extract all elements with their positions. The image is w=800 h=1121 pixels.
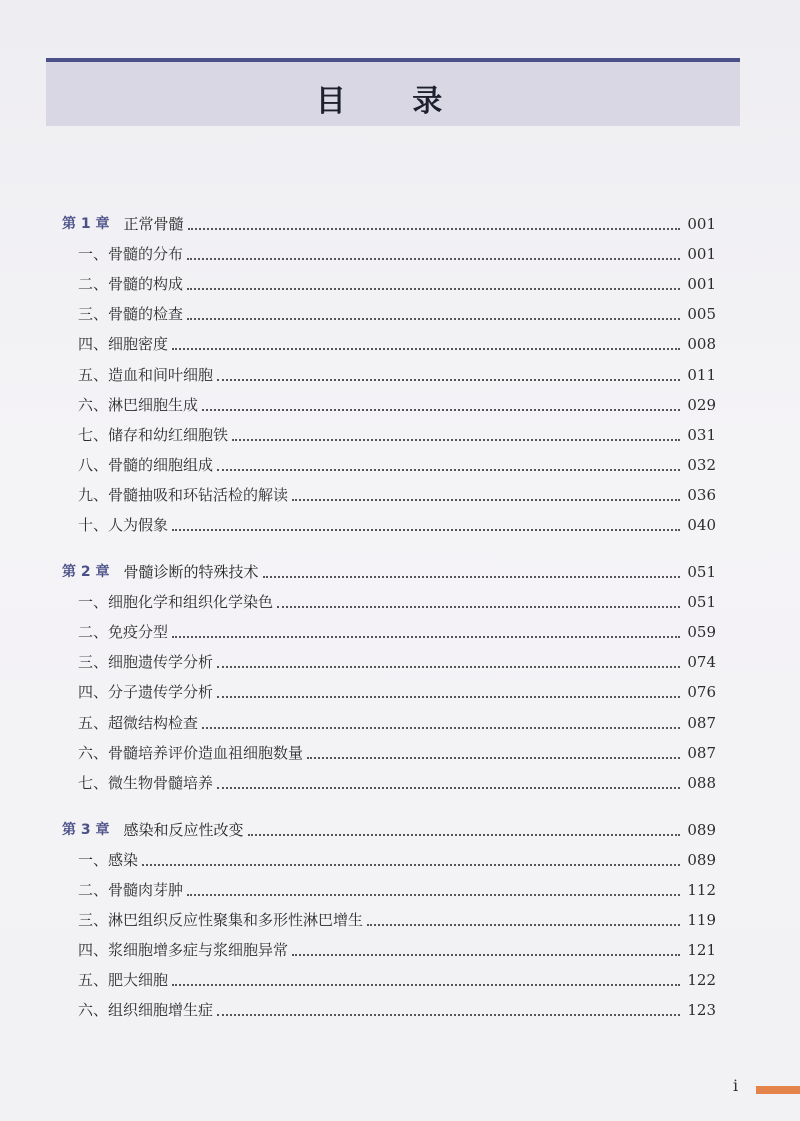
page-number: 122 [687, 971, 716, 990]
chapter-number: 第 1 章 [62, 216, 110, 232]
section-title: 六、骨髓培养评价造血祖细胞数量 [78, 743, 304, 762]
section-title: 三、细胞遗传学分析 [78, 653, 214, 672]
dot-leader [217, 379, 680, 381]
section-title: 一、感染 [78, 850, 139, 869]
dot-leader [217, 787, 680, 789]
toc-entry-label [78, 304, 183, 324]
toc-chapter-row[interactable] [62, 554, 716, 582]
toc-section-row[interactable] [62, 477, 716, 505]
dot-leader [277, 606, 680, 608]
section-title: 六、组织细胞增生症 [78, 1001, 214, 1020]
toc-section-row[interactable] [62, 326, 716, 354]
dot-leader [172, 984, 680, 986]
toc-section-row[interactable] [62, 507, 716, 535]
toc-section-row[interactable] [62, 962, 716, 990]
toc-entry-label [78, 425, 228, 445]
dot-leader [187, 288, 680, 290]
page-number: 029 [687, 395, 716, 414]
page-number: 011 [687, 365, 716, 384]
toc-entry-label [62, 214, 184, 234]
chapter-title: 骨髓诊断的特殊技术 [123, 563, 259, 581]
dot-leader [188, 228, 680, 230]
toc-section-row[interactable] [62, 735, 716, 763]
toc-chapter-row[interactable] [62, 812, 716, 840]
toc-entry-label [78, 485, 288, 505]
dot-leader [217, 696, 680, 698]
toc-entry-label [78, 773, 213, 793]
toc-entry-label [78, 910, 363, 930]
toc-section-row[interactable] [62, 614, 716, 642]
chapter-number: 第 2 章 [62, 564, 110, 580]
toc-entry-label [78, 592, 273, 612]
section-title: 六、淋巴细胞生成 [78, 395, 199, 414]
section-title: 二、免疫分型 [78, 623, 169, 642]
dot-leader [187, 258, 680, 260]
toc-entry-label [62, 820, 244, 840]
dot-leader [367, 924, 680, 926]
toc-section-row[interactable] [62, 705, 716, 733]
dot-leader [292, 499, 680, 501]
toc-section-row[interactable] [62, 842, 716, 870]
section-title: 一、骨髓的分布 [78, 245, 184, 264]
toc-section-row[interactable] [62, 674, 716, 702]
dot-leader [187, 894, 680, 896]
dot-leader [142, 864, 680, 866]
page-number: 087 [687, 713, 716, 732]
page-number: 040 [687, 516, 716, 534]
toc-section-row[interactable] [62, 932, 716, 960]
toc-section-row[interactable] [62, 387, 716, 415]
dot-leader [232, 439, 680, 441]
dot-leader [172, 529, 680, 531]
page-number: 032 [687, 455, 716, 474]
section-title: 七、微生物骨髓培养 [78, 773, 214, 792]
dot-leader [292, 954, 680, 956]
page-number: 088 [687, 773, 716, 792]
section-title: 七、储存和幼红细胞铁 [78, 425, 229, 444]
section-title: 二、骨髓肉芽肿 [78, 880, 184, 899]
page-number: 123 [687, 1001, 716, 1020]
page-number: 031 [687, 425, 716, 444]
toc-section-row[interactable] [62, 266, 716, 294]
section-title: 一、细胞化学和组织化学染色 [78, 593, 274, 612]
toc-section-row[interactable] [62, 644, 716, 672]
page-number: 059 [687, 623, 716, 642]
page-number: 089 [687, 850, 716, 869]
toc-chapter-row[interactable] [62, 206, 716, 234]
dot-leader [217, 666, 680, 668]
section-title: 四、浆细胞增多症与浆细胞异常 [78, 941, 289, 960]
toc-entry-label [78, 365, 213, 385]
toc-entry-label [78, 713, 198, 733]
toc-entry-label [78, 970, 168, 990]
toc-entry-label [78, 940, 288, 960]
page-number: 076 [687, 683, 716, 702]
toc-section-row[interactable] [62, 296, 716, 324]
chapter-number: 第 3 章 [62, 821, 110, 838]
page-number: 089 [687, 820, 716, 839]
toc-entry-label [78, 682, 213, 702]
page-number: 121 [687, 941, 716, 960]
page-title: 目 录 [315, 84, 471, 119]
toc-entry-label [78, 244, 183, 264]
folio-accent-bar [756, 1086, 800, 1094]
page-number: 036 [687, 485, 716, 504]
dot-leader [248, 834, 680, 836]
toc-entry-label [78, 515, 168, 535]
dot-leader [307, 757, 680, 759]
toc-entry-label [62, 562, 259, 582]
toc-entry-label [78, 850, 138, 870]
toc-entry-label [78, 455, 213, 475]
dot-leader [217, 469, 680, 471]
toc-section-row[interactable] [62, 584, 716, 612]
dot-leader [217, 1014, 680, 1016]
page-number: 074 [687, 653, 716, 672]
toc-entry-label [78, 652, 213, 672]
toc-section-row[interactable] [62, 236, 716, 264]
dot-leader [172, 348, 680, 350]
page-number: 005 [687, 305, 716, 324]
section-title: 五、超微结构检查 [78, 713, 199, 732]
page-number: 112 [687, 880, 716, 899]
toc-entry-label [78, 334, 168, 354]
dot-leader [263, 576, 680, 578]
page-number: 008 [687, 335, 716, 354]
section-title: 九、骨髓抽吸和环钻活检的解读 [78, 485, 289, 504]
section-title: 四、分子遗传学分析 [78, 683, 214, 702]
section-title: 二、骨髓的构成 [78, 275, 184, 294]
page-number: 001 [687, 275, 716, 294]
page-folio: i [733, 1076, 739, 1095]
section-title: 五、造血和间叶细胞 [78, 365, 214, 384]
title-band [46, 62, 740, 126]
toc-section-row[interactable] [62, 872, 716, 900]
section-title: 十、人为假象 [78, 516, 169, 534]
toc-section-row[interactable] [62, 765, 716, 793]
toc-section-row[interactable] [62, 447, 716, 475]
dot-leader [202, 727, 680, 729]
page-number: 087 [687, 743, 716, 762]
dot-leader [172, 636, 680, 638]
toc-entry-label [78, 880, 183, 900]
toc-section-row[interactable] [62, 417, 716, 445]
toc-section-row[interactable] [62, 992, 716, 1020]
section-title: 五、肥大细胞 [78, 971, 169, 990]
section-title: 三、骨髓的检查 [78, 305, 184, 324]
toc-entry-label [78, 1000, 213, 1020]
page-number: 051 [687, 593, 716, 612]
section-title: 八、骨髓的细胞组成 [78, 455, 214, 474]
toc-entry-label [78, 395, 198, 415]
toc-entry-label [78, 743, 303, 763]
section-title: 四、细胞密度 [78, 335, 169, 354]
chapter-title: 感染和反应性改变 [123, 820, 244, 839]
page-number: 051 [687, 563, 716, 581]
dot-leader [202, 409, 680, 411]
toc-section-row[interactable] [62, 902, 716, 930]
toc-entry-label [78, 274, 183, 294]
page-number: 001 [687, 215, 716, 233]
chapter-title: 正常骨髓 [123, 215, 184, 233]
toc-section-row[interactable] [62, 357, 716, 385]
toc-entry-label [78, 622, 168, 642]
section-title: 三、淋巴组织反应性聚集和多形性淋巴增生 [78, 911, 364, 929]
dot-leader [187, 318, 680, 320]
page-number: 001 [687, 245, 716, 264]
page-number: 119 [687, 911, 716, 929]
